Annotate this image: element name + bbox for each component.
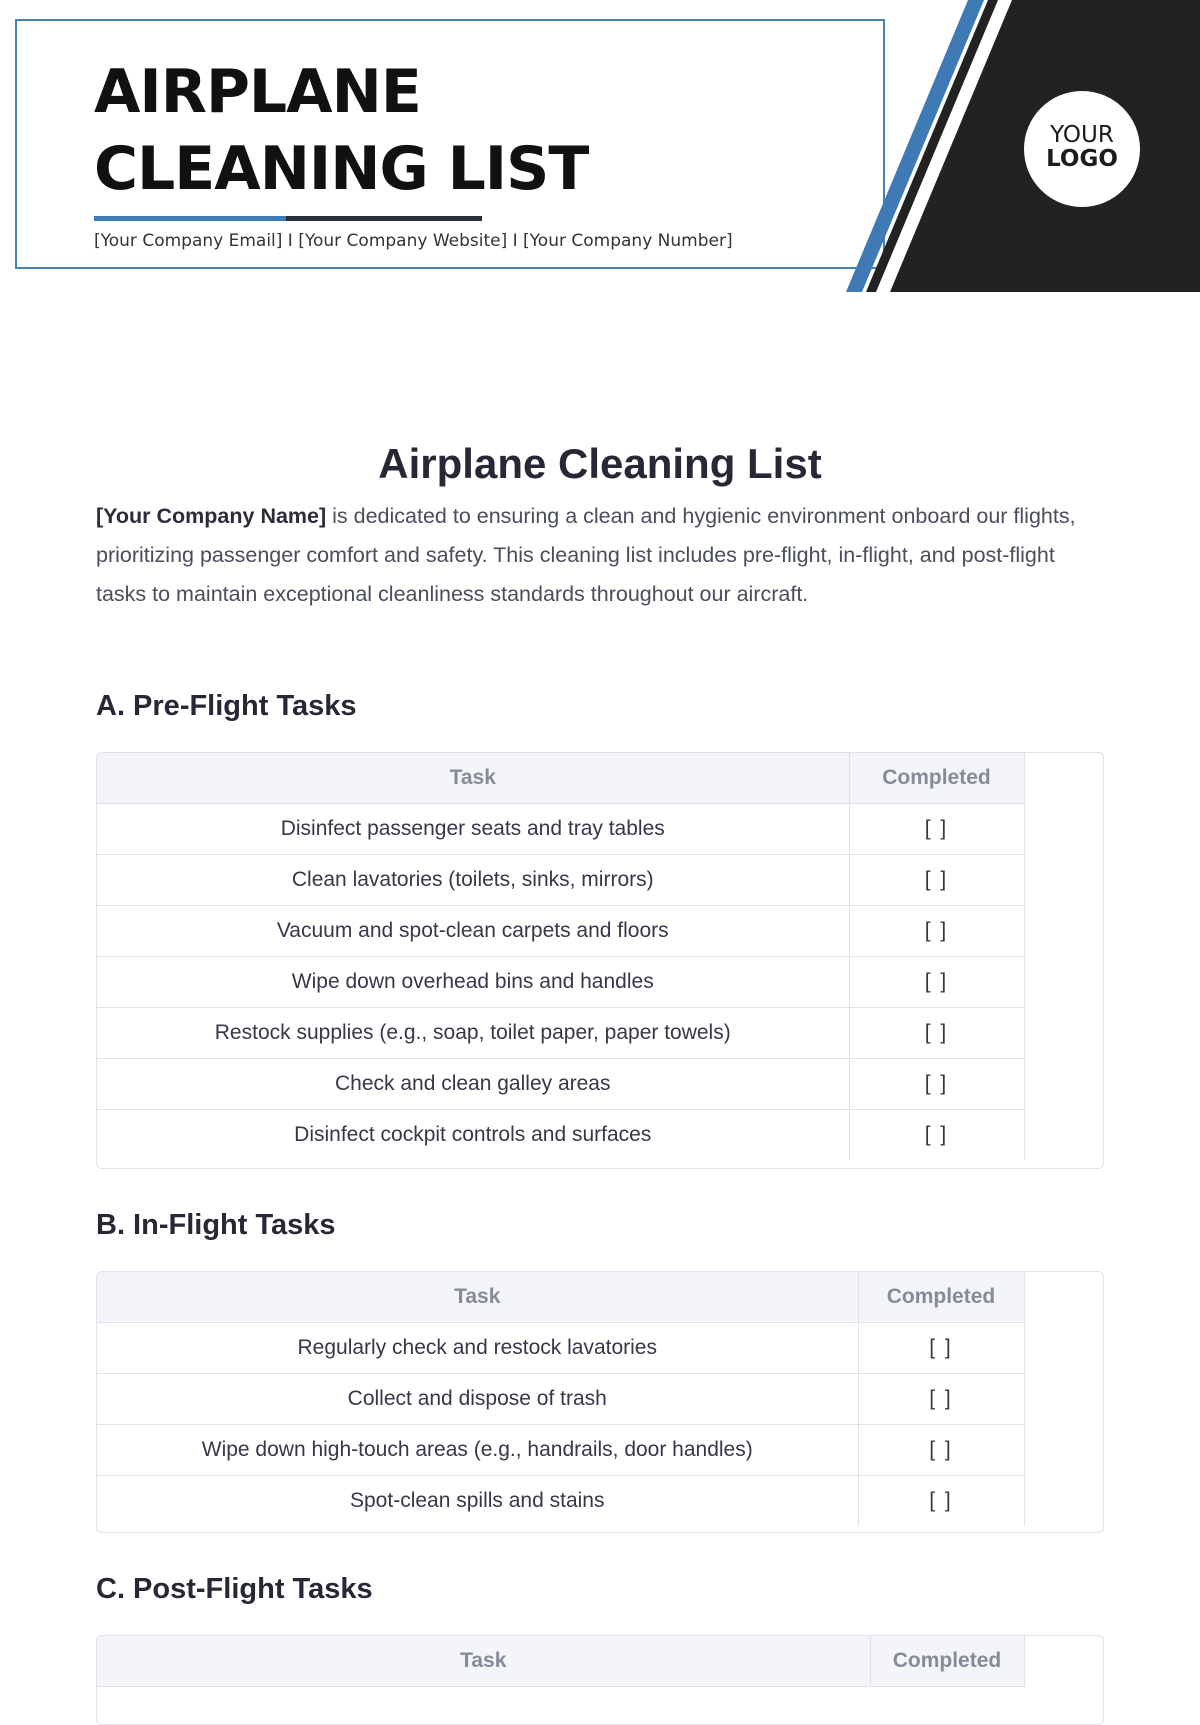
- completed-checkbox[interactable]: [ ]: [849, 957, 1024, 1008]
- company-contact-line: [Your Company Email] I [Your Company Website] I [Your Company Number]: [94, 231, 733, 251]
- completed-checkbox[interactable]: [ ]: [858, 1323, 1024, 1374]
- task-cell: Vacuum and spot-clean carpets and floors: [97, 906, 849, 957]
- post-flight-table-card: [96, 1635, 1104, 1725]
- task-cell: Disinfect passenger seats and tray tables: [97, 804, 849, 855]
- section-heading-in-flight: B. In-Flight Tasks: [96, 1209, 336, 1241]
- table-header-row: [97, 1636, 1024, 1687]
- completed-checkbox[interactable]: [ ]: [849, 804, 1024, 855]
- page-heading: Airplane Cleaning List: [378, 440, 822, 487]
- completed-checkbox[interactable]: [ ]: [858, 1425, 1024, 1476]
- table-row: [97, 1374, 1024, 1425]
- task-cell: Restock supplies (e.g., soap, toilet paper, paper towels): [97, 1008, 849, 1059]
- table-header-row: [97, 753, 1024, 804]
- column-header-completed: Completed: [849, 753, 1024, 804]
- title-line-2: CLEANING LIST: [94, 134, 589, 204]
- table-row: [97, 855, 1024, 906]
- table-row: [97, 906, 1024, 957]
- completed-checkbox[interactable]: [ ]: [858, 1374, 1024, 1425]
- completed-checkbox[interactable]: [ ]: [849, 906, 1024, 957]
- intro-text: is dedicated to ensuring a clean and hygienic environment onboard our flights, prioritizing passenger comfort and safety. This cleaning list includes pre-flight, in-flight, and post-flight tasks to maintain exceptional cleanliness standards throughout our aircraft.: [96, 504, 1076, 606]
- in-flight-table-card: [96, 1271, 1104, 1533]
- task-cell: Disinfect cockpit controls and surfaces: [97, 1110, 849, 1161]
- title-underline-accent: [94, 216, 286, 221]
- section-heading-pre-flight: A. Pre-Flight Tasks: [96, 690, 357, 722]
- table-row: [97, 1059, 1024, 1110]
- table-row: [97, 1425, 1024, 1476]
- table-row: [97, 1110, 1024, 1161]
- table-row: [97, 1323, 1024, 1374]
- task-cell: Wipe down high-touch areas (e.g., handrails, door handles): [97, 1425, 858, 1476]
- company-name-placeholder: [Your Company Name]: [96, 504, 327, 528]
- table-row: [97, 804, 1024, 855]
- task-cell: Wipe down overhead bins and handles: [97, 957, 849, 1008]
- completed-checkbox[interactable]: [ ]: [849, 1059, 1024, 1110]
- intro-paragraph: [96, 497, 1106, 614]
- task-cell: Spot-clean spills and stains: [97, 1476, 858, 1527]
- task-cell: Regularly check and restock lavatories: [97, 1323, 858, 1374]
- section-heading-post-flight: C. Post-Flight Tasks: [96, 1573, 373, 1605]
- completed-checkbox[interactable]: [ ]: [858, 1476, 1024, 1527]
- column-header-completed: Completed: [858, 1272, 1024, 1323]
- column-header-completed: Completed: [870, 1636, 1024, 1687]
- column-header-task: Task: [97, 1272, 858, 1323]
- table-row: [97, 1008, 1024, 1059]
- logo-text-logo: LOGO: [1046, 146, 1118, 172]
- task-cell: Collect and dispose of trash: [97, 1374, 858, 1425]
- table-row: [97, 1476, 1024, 1527]
- task-cell: Check and clean galley areas: [97, 1059, 849, 1110]
- column-header-task: Task: [97, 1636, 870, 1687]
- completed-checkbox[interactable]: [ ]: [849, 1008, 1024, 1059]
- completed-checkbox[interactable]: [ ]: [849, 1110, 1024, 1161]
- column-header-task: Task: [97, 753, 849, 804]
- company-logo: [1024, 91, 1140, 207]
- pre-flight-table-card: [96, 752, 1104, 1169]
- header-decoration: [830, 0, 1200, 292]
- table-row: [97, 957, 1024, 1008]
- table-header-row: [97, 1272, 1024, 1323]
- document-title: [94, 54, 588, 208]
- task-cell: Clean lavatories (toilets, sinks, mirrors): [97, 855, 849, 906]
- in-flight-table: [97, 1272, 1025, 1526]
- logo-text-your: YOUR: [1050, 122, 1114, 148]
- pre-flight-table: [97, 753, 1025, 1160]
- title-line-1: AIRPLANE: [94, 57, 421, 127]
- completed-checkbox[interactable]: [ ]: [849, 855, 1024, 906]
- post-flight-table: [97, 1636, 1025, 1687]
